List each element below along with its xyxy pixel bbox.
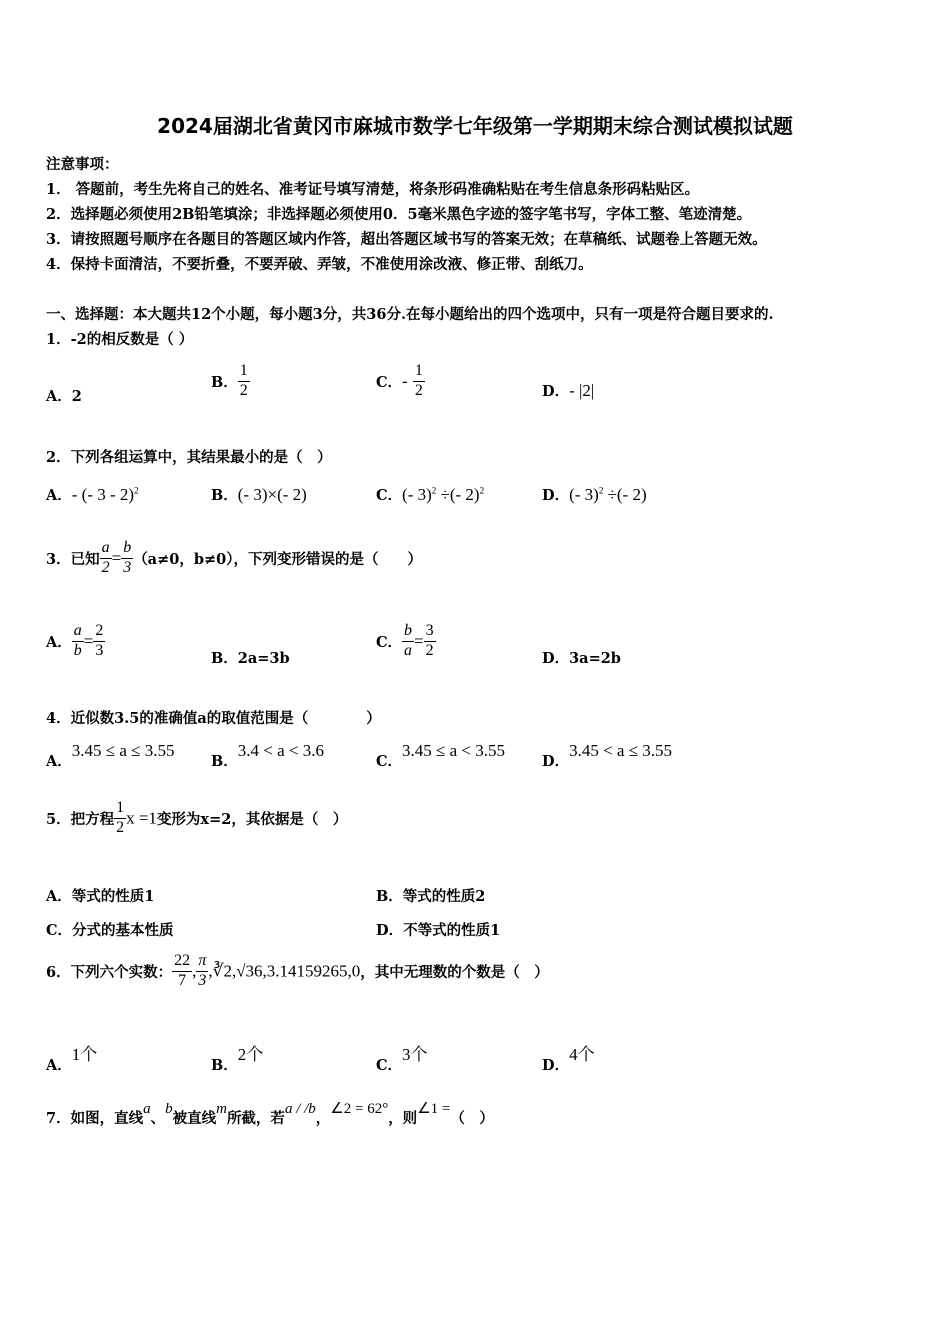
fraction: $\frac{a}{2}$ [101,539,110,576]
note-item-4: 4．保持卡面清洁，不要折叠，不要弄破、弄皱，不准使用涂改液、修正带、刮纸刀。 [46,256,593,273]
question-6-option-a: A．1个 [46,1045,98,1074]
note-item-2: 2．选择题必须使用2B铅笔填涂；非选择题必须使用0．5毫米黑色字迹的签字笔书写，字体工整、笔迹清楚。 [46,206,752,223]
question-3-option-c: C． $\frac{b}{a}$ = $\frac{3}{2}$ [376,622,434,659]
question-4-option-b: B．3.4 < a < 3.6 [211,741,324,770]
note-item-3: 3．请按照题号顺序在各题目的答题区域内作答，超出答题区域书写的答案无效；在草稿纸、试题卷上答题无效。 [46,231,767,248]
question-5-option-b: B．等式的性质2 [376,888,486,905]
question-2-option-d: D．(- 3)$^2$ ÷(- 2) [542,485,647,504]
fraction: $\frac{1}{2}$ [116,799,125,836]
question-3-option-a: A． $\frac{a}{b}$ = $\frac{2}{3}$ [46,622,104,659]
question-6-option-b: B．2个 [211,1045,264,1074]
question-3-option-d: D．3a=2b [542,650,621,667]
page-title: 2024届湖北省黄冈市麻城市数学七年级第一学期期末综合测试模拟试题 [157,114,793,138]
option-value: 2 [71,388,82,405]
question-4-stem: 4．近似数3.5的准确值a的取值范围是（ ） [46,710,381,727]
question-3-option-b: B．2a=3b [211,650,290,667]
section-heading: 一、选择题：本大题共12个小题，每小题3分，共36分.在每小题给出的四个选项中，只有一项是符合题目要求的. [46,306,774,323]
question-2-option-a: A．- (- 3 - 2)$^2$ [46,485,139,504]
question-1-option-d: D．- |2| [542,381,595,400]
question-6-option-d: D．4个 [542,1045,595,1074]
question-2-option-b: B．(- 3)×(- 2) [211,485,307,504]
question-5-stem: 5．把方程 $\frac{1}{2}$ x =1变形为x=2，其依据是（ ） [46,799,348,836]
fraction: $\frac{22}{7}$ [174,952,191,989]
option-label: A． [46,388,72,405]
question-5-option-c: C．分式的基本性质 [46,922,174,939]
question-2-stem: 2．下列各组运算中，其结果最小的是（ ） [46,449,332,466]
question-6-option-c: C．3个 [376,1045,428,1074]
fraction: $\frac{b}{3}$ [123,539,132,576]
note-item-1: 1． 答题前，考生先将自己的姓名、准考证号填写清楚，将条形码准确粘贴在考生信息条形码粘贴区。 [46,181,700,198]
question-4-option-d: D．3.45 < a ≤ 3.55 [542,741,673,770]
fraction: $\frac{1}{2}$ [239,362,248,399]
question-1-option-a [46,385,82,406]
fraction: $\frac{1}{2}$ [414,362,423,399]
question-6-stem: 6．下列六个实数： $\frac{22}{7}$ , $\frac{\pi}{3}$ ,∛2,√36,3.14159265,0，其中无理数的个数是（ ） [46,952,549,989]
question-2-option-c: C．(- 3)$^2$ ÷(- 2)$^2$ [376,485,485,504]
fraction: $\frac{\pi}{3}$ [198,952,207,989]
question-1-stem: 1．-2的相反数是（ ） [46,331,194,348]
question-5-option-d: D．不等式的性质1 [376,922,501,939]
question-4-option-a: A．3.45 ≤ a ≤ 3.55 [46,741,175,770]
question-1-option-c: C．- $\frac{1}{2}$ [376,362,423,399]
question-5-option-a: A．等式的性质1 [46,888,155,905]
question-3-stem: 3．已知 $\frac{a}{2}$ = $\frac{b}{3}$ （a≠0，b≠0），下列变形错误的是（ ） [46,539,422,576]
question-1-option-b: B． $\frac{1}{2}$ [211,362,248,399]
question-4-option-c: C．3.45 ≤ a < 3.55 [376,741,506,770]
question-7-stem: 7．如图，直线a、b被直线m所截，若a / /b，∠2 = 62°，则∠1 =（ ） [46,1101,494,1127]
notes-header: 注意事项： [46,156,119,173]
